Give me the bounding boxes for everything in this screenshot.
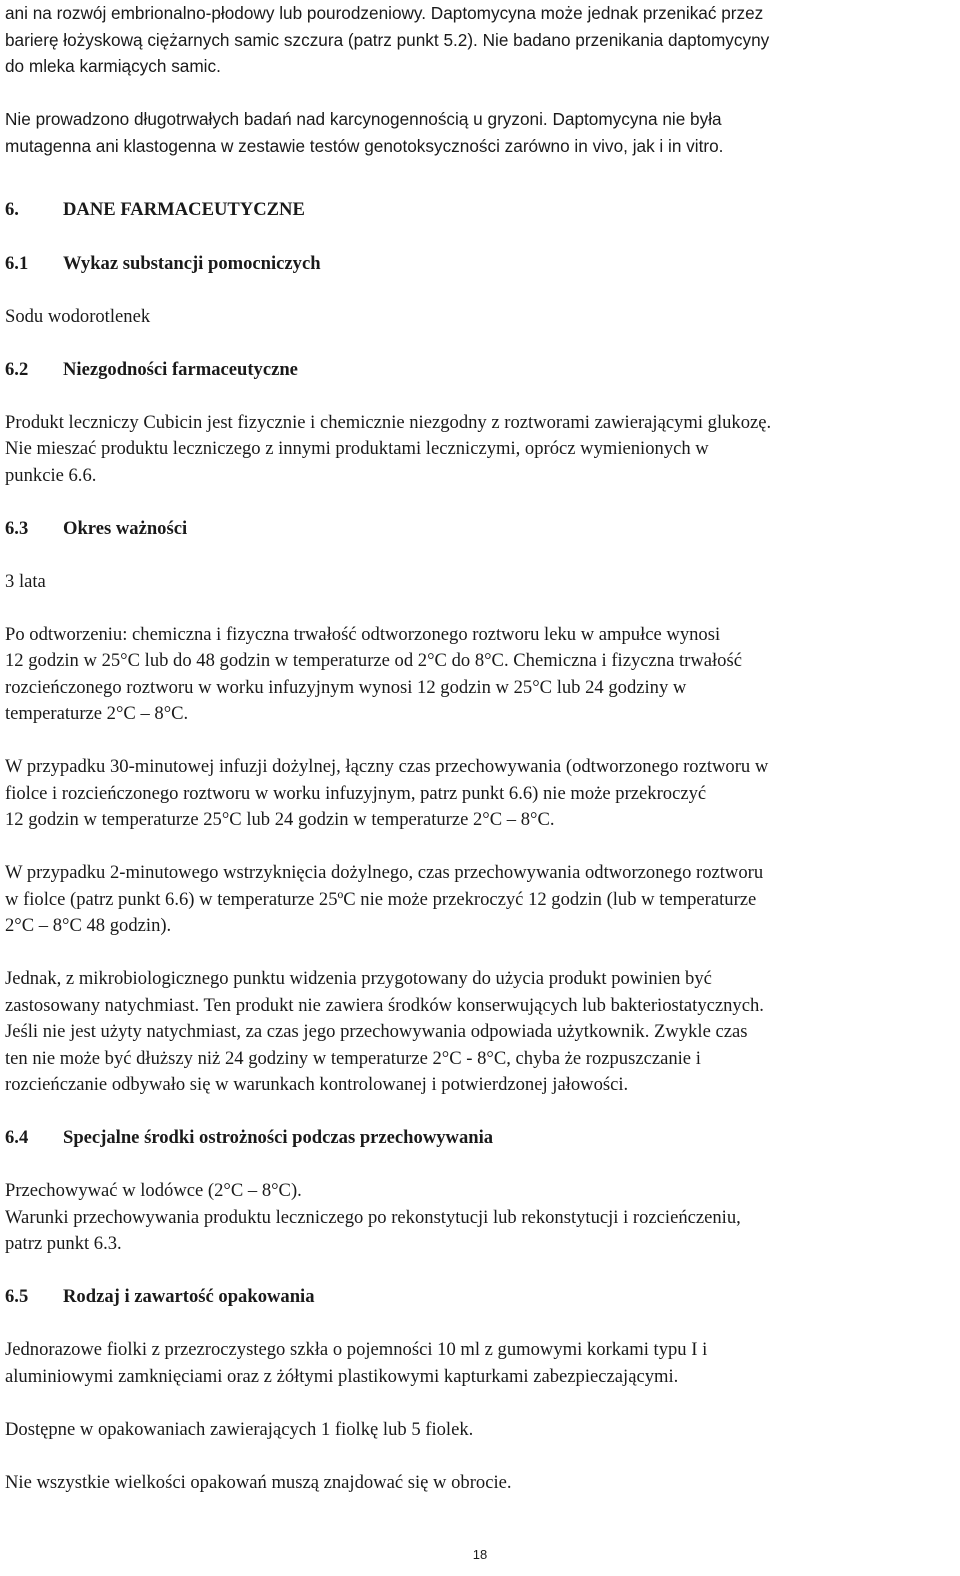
shelf-life-paragraph-1 [5,622,955,728]
text-line: Nie mieszać produktu leczniczego z innymi produktami leczniczymi, oprócz wymienionych w [5,438,709,459]
excipients-text: Sodu wodorotlenek [5,305,151,327]
text-line: ani na rozwój embrionalno-płodowy lub pourodzeniowy. Daptomycyna może jednak przenikać przez [5,3,764,23]
storage-paragraph [5,1178,955,1258]
shelf-life-text: 3 lata [5,570,46,592]
document-page [5,0,955,1496]
shelf-life-paragraph-3 [5,860,955,940]
text-line: rozcieńczonego roztworu w worku infuzyjnym wynosi 12 godzin w 25°C lub 24 godziny w [5,676,687,698]
section-heading-6-4 [5,1125,955,1152]
text-line: W przypadku 2-minutowego wstrzyknięcia dożylnego, czas przechowywania odtworzonego roztworu [5,862,764,883]
text-line: temperaturze 2°C – 8°C. [5,703,189,724]
text-line: Warunki przechowywania produktu leczniczego po rekonstytucji lub rekonstytucji i rozcieńczeniu, [5,1206,741,1228]
intro-paragraph-1 [5,0,955,80]
text-line: Jeśli nie jest użyty natychmiast, za czas jego przechowywania odpowiada użytkownik. Zwykle czas [5,1021,748,1042]
text-line: mutagenna ani klastogenna w zestawie testów genotoksyczności zarówno in vivo, jak i in vitro. [5,135,724,156]
section-title: Okres ważności [63,517,188,539]
section-title: Niezgodności farmaceutyczne [63,358,298,380]
text-line: rozcieńczanie odbywało się w warunkach kontrolowanej i potwierdzonej jałowości. [5,1074,629,1095]
incompatibilities-paragraph [5,410,955,490]
text-line: do mleka karmiących samic. [5,56,221,76]
text-line: Nie prowadzono długotrwałych badań nad karcynogennością u gryzoni. Daptomycyna nie była [5,109,722,129]
section-number: 6.3 [5,517,29,539]
text-line: 12 godzin w temperaturze 25°C lub 24 godzin w temperaturze 2°C – 8°C. [5,809,555,830]
section-title: DANE FARMACEUTYCZNE [63,199,305,220]
shelf-life-paragraph-4 [5,966,955,1099]
shelf-life-paragraph-2 [5,754,955,834]
section-number: 6.5 [5,1286,29,1307]
text-line: 12 godzin w 25°C lub do 48 godzin w temperaturze od 2°C do 8°C. Chemiczna i fizyczna trwałość [5,650,742,671]
text-line: Jednorazowe fiolki z przezroczystego szkła o pojemności 10 ml z gumowymi korkami typu I i [5,1339,708,1360]
container-paragraph-1 [5,1337,955,1390]
text-line: patrz punkt 6.3. [5,1233,122,1254]
text-line: Produkt leczniczy Cubicin jest fizycznie i chemicznie niezgodny z roztworami zawierającymi glukozę. [5,411,772,433]
text-line: fiolce i rozcieńczonego roztworu w worku infuzyjnym, patrz punkt 6.6) nie może przekroczyć [5,782,707,804]
text-line: 2°C – 8°C 48 godzin). [5,915,172,936]
section-number: 6. [5,199,19,220]
section-title: Rodzaj i zawartość opakowania [63,1286,315,1307]
section-number: 6.2 [5,358,29,380]
container-paragraph-3: Nie wszystkie wielkości opakowań muszą znajdować się w obrocie. [5,1471,512,1493]
intro-paragraph-2 [5,106,955,159]
section-heading-6-3 [5,516,955,543]
text-line: w fiolce (patrz punkt 6.6) w temperaturze 25ºC nie może przekroczyć 12 godzin (lub w temperaturze [5,888,757,910]
text-line: Przechowywać w lodówce (2°C – 8°C). [5,1180,302,1201]
section-heading-6-2 [5,357,955,384]
section-title: Wykaz substancji pomocniczych [63,252,321,274]
text-line: barierę łożyskową ciężarnych samic szczura (patrz punkt 5.2). Nie badano przenikania daptomycyny [5,29,770,50]
text-line: Po odtworzeniu: chemiczna i fizyczna trwałość odtworzonego roztworu leku w ampułce wynosi [5,623,721,645]
text-line: zastosowany natychmiast. Ten produkt nie zawiera środków konserwujących lub bakteriostatycznych. [5,994,764,1016]
text-line: ten nie może być dłuższy niż 24 godziny w temperaturze 2°C - 8°C, chyba że rozpuszczanie i [5,1047,701,1069]
section-number: 6.4 [5,1127,29,1148]
text-line: punkcie 6.6. [5,464,97,486]
section-heading-6 [5,197,955,224]
container-paragraph-2: Dostępne w opakowaniach zawierających 1 fiolkę lub 5 fiolek. [5,1418,474,1440]
page-number: 18 [472,1547,488,1562]
section-title: Specjalne środki ostrożności podczas przechowywania [63,1127,494,1148]
section-heading-6-5 [5,1284,955,1311]
section-heading-6-1 [5,251,955,278]
text-line: W przypadku 30-minutowej infuzji dożylnej, łączny czas przechowywania (odtworzonego roztworu w [5,756,769,777]
text-line: Jednak, z mikrobiologicznego punktu widzenia przygotowany do użycia produkt powinien być [5,968,712,989]
text-line: aluminiowymi zamknięciami oraz z żółtymi plastikowymi kapturkami zabezpieczającymi. [5,1365,679,1387]
section-number: 6.1 [5,252,29,274]
